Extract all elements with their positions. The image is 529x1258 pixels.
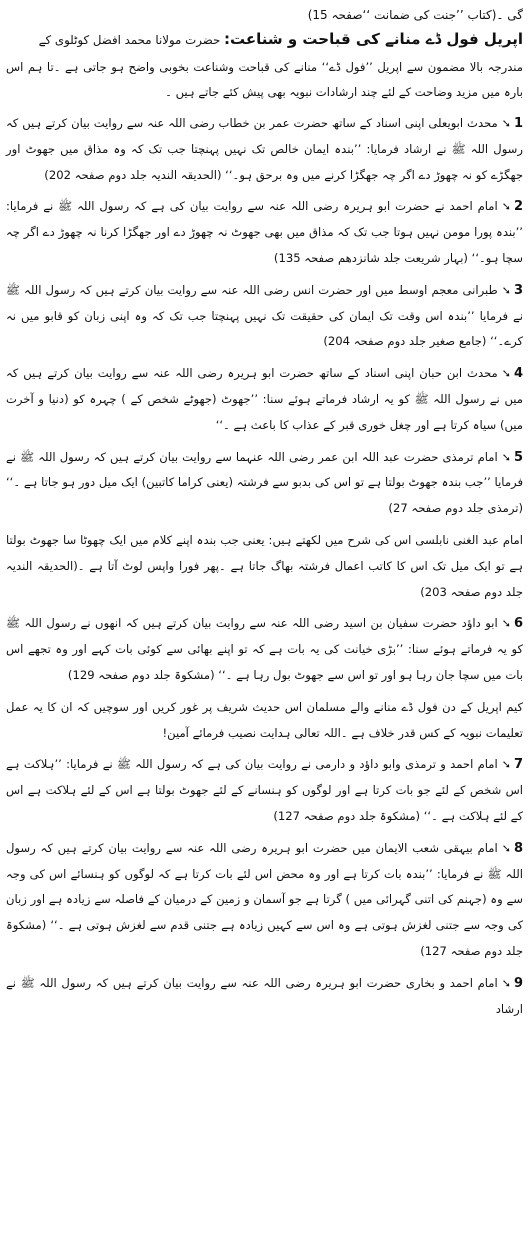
item-number: 8 xyxy=(513,840,523,856)
arrow-icon: ➘ xyxy=(501,117,511,130)
arrow-icon: ➘ xyxy=(501,758,511,772)
source-line: گی ۔(کتاب ’’جنت کی ضمانت ‘‘صفحہ 15) xyxy=(307,8,523,22)
commentary-paragraph: امام عبد الغنی نابلسی اس کی شرح میں لکھتے ہیں: یعنی جب بندہ اپنے کلام میں ایک چھوٹا سا جھوٹ بولتا ہے تو ایک میل تک اس کا کاتب اعمال فرشتہ بھاگ جاتا ہے ۔پھر فورا واپس لوٹ آتا ہے ۔(الحدیقہ الندیہ جلد دوم صفحہ 203) xyxy=(6,532,523,599)
hadith-item xyxy=(6,361,523,438)
hadith-item xyxy=(6,194,523,271)
arrow-icon: ➘ xyxy=(501,976,511,990)
hadith-item xyxy=(6,111,523,188)
arrow-icon: ➘ xyxy=(501,200,511,214)
item-number: 3 xyxy=(513,282,523,298)
item-number: 6 xyxy=(513,616,523,632)
arrow-icon: ➘ xyxy=(501,450,511,464)
item-text: محدث ابن حبان اپنی اسناد کے ساتھ حضرت ابو ہریرہ رضی اللہ عنہ سے روایت بیان کرتے ہیں کہ میں نے رسول اللہ ﷺ کو یہ ارشاد فرماتے ہوئے سنا: ’’جھوٹ (جھوٹے شخص کے ) چہرہ کو (دنیا و آخرت میں) سیاہ کرتا ہے اور چغل خوری قبر کے عذاب کا باعث ہے ۔‘‘ xyxy=(6,366,523,432)
item-text: امام احمد و ترمذی وابو داؤد و دارمی نے روایت بیان کی ہے کہ رسول اللہ ﷺ نے فرمایا: ’’ہلاکت ہے اس شخص کے لئے جو بات کرتا ہے اور لوگوں کو ہنسانے کے لئے جھوٹ بولتا ہے اس کے لئے ہلاکت ہے اس کے لئے ہلاکت ہے ۔‘‘ (مشکوۃ جلد دوم صفحہ 127) xyxy=(6,757,523,823)
item-number: 5 xyxy=(513,449,523,465)
item-number: 9 xyxy=(513,975,523,991)
arrow-icon: ➘ xyxy=(501,617,511,631)
item-number: 1 xyxy=(513,116,523,131)
commentary-paragraph: کیم اپریل کے دن فول ڈے منانے والے مسلمان اس حدیث شریف پر غور کریں اور سوچیں کہ ان کا یہ عمل تعلیمات نبویہ کے کس قدر خلاف ہے ۔اللہ تعالی ہدایت نصیب فرمائے آمین! xyxy=(6,699,523,740)
arrow-icon: ➘ xyxy=(501,841,511,855)
section-title xyxy=(6,28,523,51)
arrow-icon: ➘ xyxy=(501,283,511,297)
item-text: امام احمد نے حضرت ابو ہریرہ رضی اللہ عنہ سے روایت بیان کی ہے کہ رسول اللہ ﷺ نے فرمایا: ’’بندہ پورا مومن نہیں ہوتا جب تک کہ مذاق میں بھی جھوٹ نہ چھوڑ دے اور جھگڑا کرنا نہ چھوڑ دے اگر چہ سچا ہو۔‘‘ (بہار شریعت جلد شانزدھم صفحہ 135) xyxy=(6,199,523,265)
item-text: محدث ابویعلی اپنی اسناد کے ساتھ حضرت عمر بن خطاب رضی اللہ عنہ سے روایت بیان کرتے ہیں کہ رسول اللہ ﷺ نے ارشاد فرمایا: ’’بندہ ایمان خالص تک نہیں پہنچتا جب تک کہ وہ مذاق میں جھوٹ اور جھگڑے کو نہ چھوڑ دے اگر چہ جھگڑا کرنے میں وہ برحق ہو۔‘‘ (الحدیقہ الندیہ جلد دوم صفحہ 202) xyxy=(6,116,523,182)
arrow-icon: ➘ xyxy=(501,367,511,381)
hadith-item xyxy=(6,611,523,688)
item-text: امام احمد و بخاری حضرت ابو ہریرہ رضی اللہ عنہ سے روایت بیان کرتے ہیں کہ رسول اللہ ﷺ نے ارشاد xyxy=(6,975,523,1016)
item-number: 2 xyxy=(513,199,523,215)
item-text: ابو داؤد حضرت سفیان بن اسید رضی اللہ عنہ سے روایت بیان کرتے ہیں کہ انھوں نے رسول اللہ ﷺ کو یہ فرماتے ہوئے سنا: ’’بڑی خیانت کی یہ بات ہے کہ تو اپنے بھائی سے کوئی بات کہے اور وہ تجھے اس بات میں سچا جان رہا ہو اور تو اس سے جھوٹ بول رہا ہے ۔‘‘ (مشکوۃ جلد دوم صفحہ 129) xyxy=(6,616,523,682)
section-heading: اپریل فول ڈے منانے کی قباحت و شناعت: xyxy=(224,30,523,48)
author-line: حضرت مولانا محمد افضل کوٹلوی کے xyxy=(38,33,221,47)
hadith-item xyxy=(6,971,523,1023)
hadith-item xyxy=(6,752,523,829)
item-text: امام ترمذی حضرت عبد اللہ ابن عمر رضی اللہ عنہما سے روایت بیان کرتے ہیں کہ رسول اللہ ﷺ نے فرمایا ’’جب بندہ جھوٹ بولتا ہے تو اس کی بدبو سے فرشتہ (یعنی کراما کاتبین) ایک میل دور ہو جاتا ہے ۔‘‘ (ترمذی جلد دوم صفحہ 27) xyxy=(6,449,523,516)
hadith-item xyxy=(6,836,523,965)
item-text: طبرانی معجم اوسط میں اور حضرت انس رضی اللہ عنہ سے روایت بیان کرتے ہیں کہ رسول اللہ ﷺ نے فرمایا ’’بندہ اس وقت تک ایمان کی حقیقت تک نہیں پہنچتا جب تک کہ وہ اپنی زبان کو قابو میں نہ کرے۔‘‘ (جامع صغیر جلد دوم صفحہ 204) xyxy=(6,282,523,349)
hadith-item xyxy=(6,278,523,355)
item-text: امام بیہقی شعب الایمان میں حضرت ابو ہریرہ رضی اللہ عنہ سے روایت بیان کرتے ہیں کہ رسول اللہ ﷺ نے فرمایا: ’’بندہ بات کرتا ہے اور وہ محض اس لئے بات کرتا ہے کہ لوگوں کو ہنسائے اس کی وجہ سے وہ (جہنم کی اتنی گہرائی میں ) گرتا ہے جو آسمان و زمین کے درمیان کے فاصلہ سے زیادہ ہے اور زبان کی وجہ سے جتنی لغزش ہوتی ہے وہ اس سے کہیں زیادہ ہے جتنی قدم سے لغزش ہوتی ہے ۔‘‘ (مشکوۃ جلد دوم صفحہ 127) xyxy=(6,840,523,958)
item-number: 7 xyxy=(513,757,523,773)
intro-paragraph: مندرجہ بالا مضمون سے اپریل ’’فول ڈے‘‘ منانے کی قباحت وشناعت بخوبی واضح ہو جاتی ہے ۔تا ہم اس بارہ میں مزید وضاحت کے لئے چند ارشادات نبویہ بھی پیش کئے جاتے ہیں ۔ xyxy=(6,60,523,99)
item-number: 4 xyxy=(513,366,523,382)
hadith-item xyxy=(6,445,523,522)
